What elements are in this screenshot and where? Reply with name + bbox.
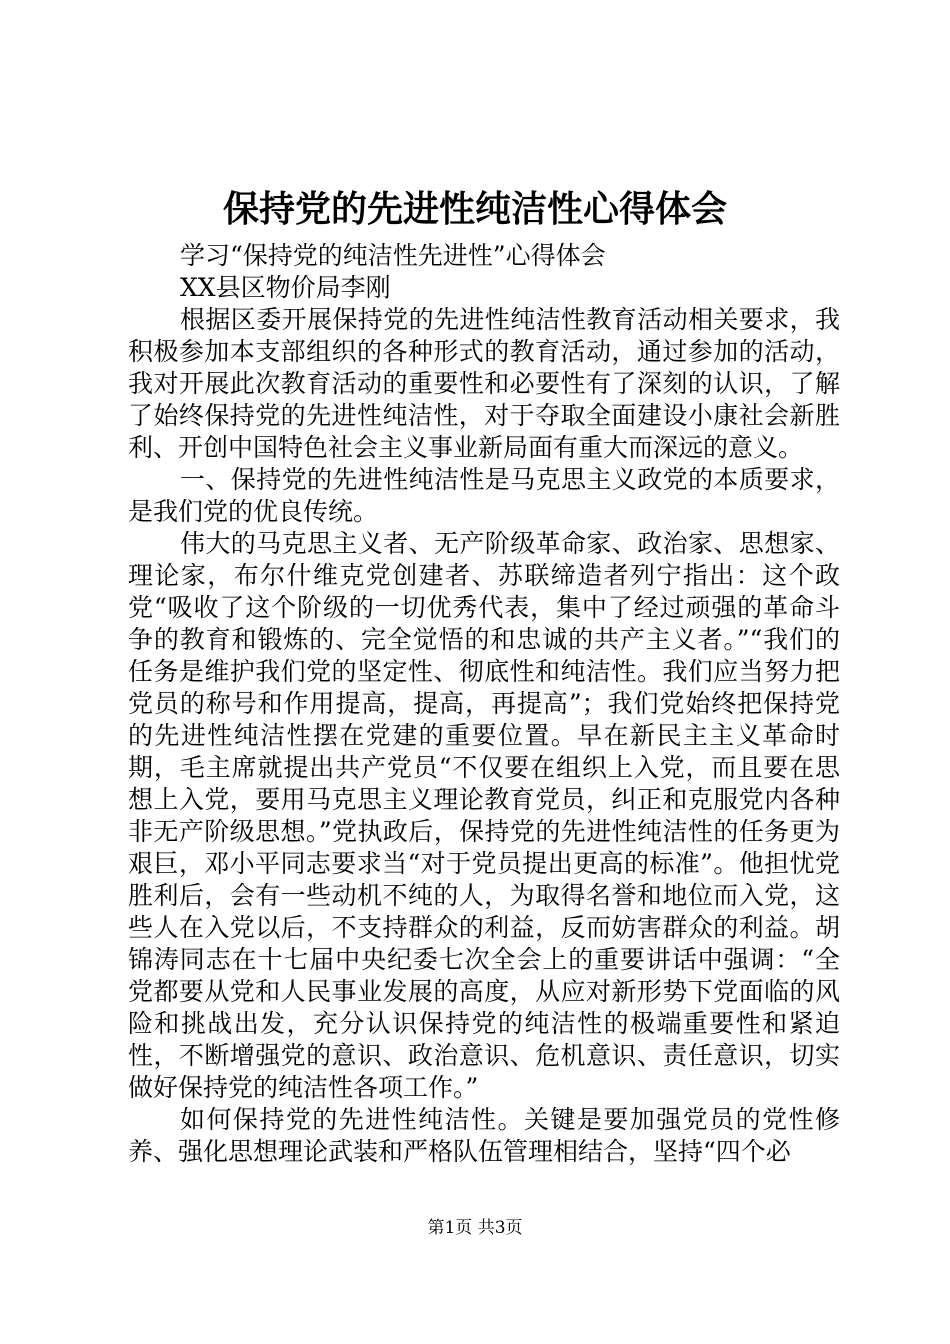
- document-body: [128, 240, 840, 1168]
- body-paragraph: 伟大的马克思主义者、无产阶级革命家、政治家、思想家、理论家，布尔什维克党创建者、苏联缔造者列宁指出：这个政党“吸收了这个阶级的一切优秀代表，集中了经过顽强的革命斗争的教育和锻炼的、完全觉悟的和忠诚的共产主义者。”“我们的任务是维护我们党的坚定性、彻底性和纯洁性。我们应当努力把党员的称号和作用提高，提高，再提高”；我们党始终把保持党的先进性纯洁性摆在党建的重要位置。早在新民主主义革命时期，毛主席就提出共产党员“不仅要在组织上入党，而且要在思想上入党，要用马克思主义理论教育党员，纠正和克服党内各种非无产阶级思想。”党执政后，保持党的先进性纯洁性的任务更为艰巨，邓小平同志要求当“对于党员提出更高的标准”。他担忧党胜利后，会有一些动机不纯的人，为取得名誉和地位而入党，这些人在入党以后，不支持群众的利益，反而妨害群众的利益。胡锦涛同志在十七届中央纪委七次全会上的重要讲话中强调：“全党都要从党和人民事业发展的高度，从应对新形势下党面临的风险和挑战出发，充分认识保持党的纯洁性的极端重要性和紧迫性，不断增强党的意识、政治意识、危机意识、责任意识，切实做好保持党的纯洁性各项工作。”: [128, 529, 840, 1102]
- author-paragraph: XX县区物价局李刚: [180, 273, 391, 302]
- subtitle-paragraph: 学习“保持党的纯洁性先进性”心得体会: [180, 241, 606, 270]
- document-title: 保持党的先进性纯洁性心得体会: [222, 188, 727, 230]
- page-number: 第1页 共3页: [427, 1218, 523, 1238]
- body-paragraph: 根据区委开展保持党的先进性纯洁性教育活动相关要求，我积极参加本支部组织的各种形式的教育活动，通过参加的活动，我对开展此次教育活动的重要性和必要性有了深刻的认识，了解了始终保持党的先进性纯洁性，对于夺取全面建设小康社会新胜利、开创中国特色社会主义事业新局面有重大而深远的意义。: [128, 305, 840, 462]
- body-paragraph: 如何保持党的先进性纯洁性。关键是要加强党员的党性修养、强化思想理论武装和严格队伍管理相结合，坚持“四个必: [128, 1105, 840, 1166]
- page-footer: [0, 1216, 950, 1240]
- body-paragraph: 一、保持党的先进性纯洁性是马克思主义政党的本质要求，是我们党的优良传统。: [128, 465, 840, 526]
